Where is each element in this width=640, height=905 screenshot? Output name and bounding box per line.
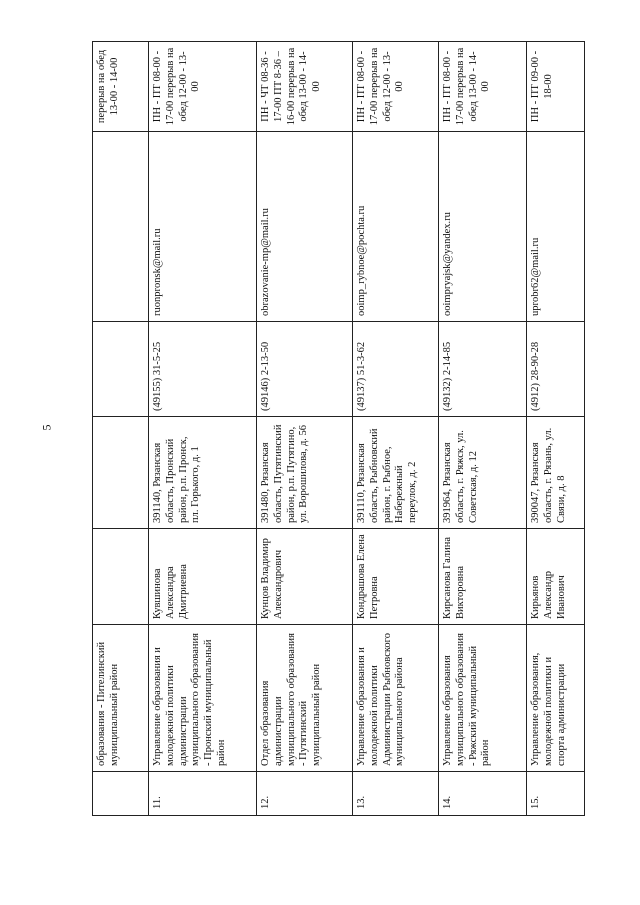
head-name: Кирсанова Галина Викторовна — [439, 529, 527, 625]
phone — [93, 322, 149, 417]
work-schedule: ПН - ПТ 08-00 - 17-00 перерыв на обед 12-00 - 13-00 — [353, 42, 439, 132]
row-number — [93, 772, 149, 816]
table-row — [527, 42, 585, 816]
organization-name: Управление образования и молодежной политики администрации муниципального образования - Пронский муниципальный район — [149, 625, 257, 772]
email — [93, 132, 149, 322]
email: obrazovanie-mp@mail.ru — [257, 132, 353, 322]
table-row — [149, 42, 257, 816]
organization-name: Отдел образования администрации муниципального образования - Путятинский муниципальный район — [257, 625, 353, 772]
table-row — [353, 42, 439, 816]
phone: (49146) 2-13-50 — [257, 322, 353, 417]
page-number: 5 — [39, 424, 54, 431]
address: 390047, Рязанская область, г. Рязань, ул. Связи, д. 8 — [527, 417, 585, 529]
email: ooimp_rybnoe@pochta.ru — [353, 132, 439, 322]
address: 391140, Рязанская область, Пронский район, р.п. Пронск, пл. Горького, д. 1 — [149, 417, 257, 529]
phone: (49155) 31-5-25 — [149, 322, 257, 417]
address — [93, 417, 149, 529]
table-row — [257, 42, 353, 816]
work-schedule: ПН - ПТ 08-00 - 17-00 перерыв на обед 13-00 - 14-00 — [439, 42, 527, 132]
work-schedule: ПН - ПТ 08-00 - 17-00 перерыв на обед 12-00 - 13-00 — [149, 42, 257, 132]
work-schedule: ПН - ПТ 09-00 - 18-00 — [527, 42, 585, 132]
phone: (4912) 28-90-28 — [527, 322, 585, 417]
table-row — [439, 42, 527, 816]
work-schedule: ПН - ЧТ 08-36 - 17-00 ПТ 8-36 – 16-00 перерыв на обед 13-00 - 14-00 — [257, 42, 353, 132]
head-name — [93, 529, 149, 625]
work-schedule: перерыв на обед 13-00 - 14-00 — [93, 42, 149, 132]
head-name: Кувшинова Александра Дмитриевна — [149, 529, 257, 625]
row-number: 12. — [257, 772, 353, 816]
row-number: 13. — [353, 772, 439, 816]
organization-name: Управление образования, молодежной политики и спорта администрации — [527, 625, 585, 772]
row-number: 14. — [439, 772, 527, 816]
table-row — [93, 42, 149, 816]
row-number: 15. — [527, 772, 585, 816]
email: uprobr62@mail.ru — [527, 132, 585, 322]
address: 391964, Рязанская область, г. Ряжск, ул. Советская, д. 12 — [439, 417, 527, 529]
email: ooimpryajsk@yandex.ru — [439, 132, 527, 322]
rotated-table-wrapper — [92, 42, 584, 816]
phone: (49132) 2-14-85 — [439, 322, 527, 417]
head-name: Кондрашова Елена Петровна — [353, 529, 439, 625]
head-name: Кирьянов Александр Иванович — [527, 529, 585, 625]
education-departments-table — [92, 41, 585, 816]
phone: (49137) 51-3-62 — [353, 322, 439, 417]
organization-name: образования - Пителинский муниципальный район — [93, 625, 149, 772]
email: ruonpronsk@mail.ru — [149, 132, 257, 322]
organization-name: Управление образования муниципального образования - Ряжский муниципальный район — [439, 625, 527, 772]
row-number: 11. — [149, 772, 257, 816]
address: 391480, Рязанская область, Путятинский район, р.п. Путятино, ул. Ворошилова, д. 56 — [257, 417, 353, 529]
head-name: Кунцов Владимир Александрович — [257, 529, 353, 625]
organization-name: Управление образования и молодежной политики Администрации Рыбновского муниципального района — [353, 625, 439, 772]
address: 391110, Рязанская область, Рыбновский район, г. Рыбное, Набережный переулок, д. 2 — [353, 417, 439, 529]
